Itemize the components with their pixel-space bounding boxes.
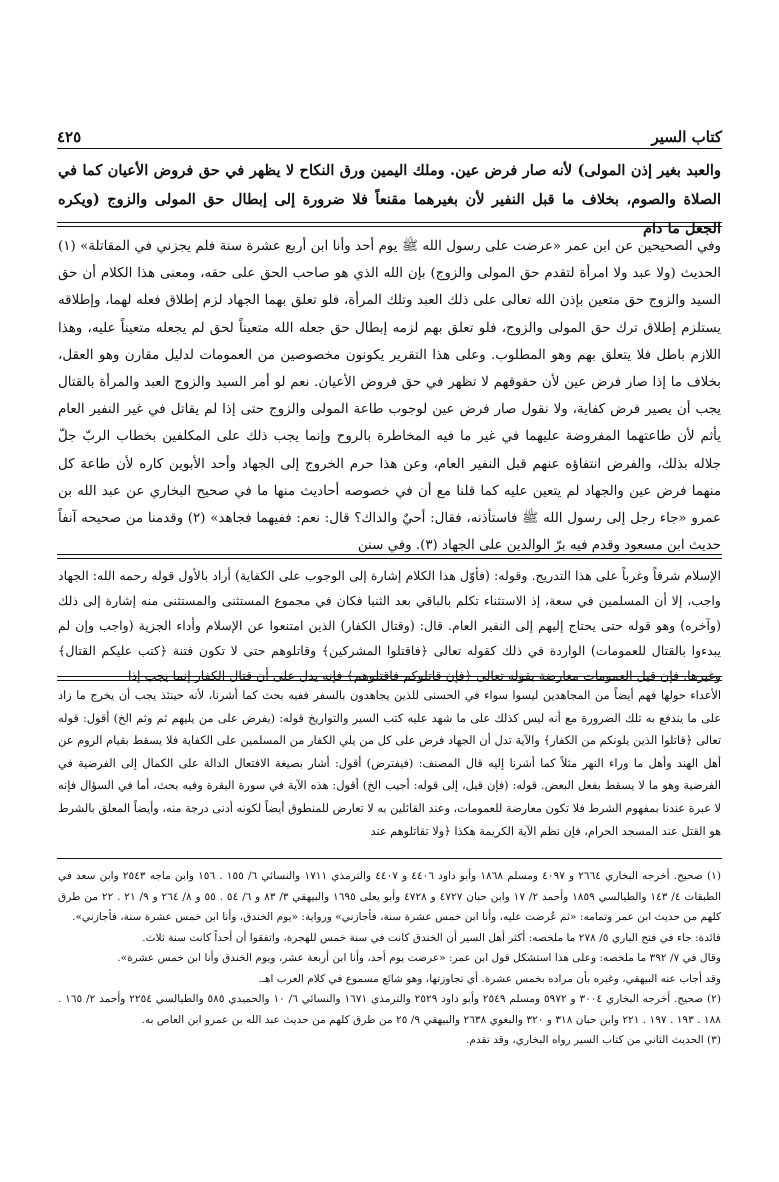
footnote: وقد أجاب عنه البيهقي، وغيره بأن مراده بخمس عشرة. أي تجاوزتها، وهو شائع مسموع في كلام العرب اهـ. xyxy=(258,972,721,985)
commentary-paragraph: الإسلام شرقاً وغرباً على هذا التدريج. وقوله: (فأوّل هذا الكلام إشارة إلى الوجوب على الكفاية) أراد بالأول قوله رحمه الله: الجهاد واجب، إلا أن المسلمين في سعة، إذ الاستثناء تكلم بالباقي بعد الثنيا فكان في مجموع المستثنى والمستثنى منه إشارة إلى ذلك (وآخره) وهو قوله حتى يحتاج إليهم إلى النفير العام. قال: (وقتال الكفار) الذين امتنعوا عن الإسلام وأداء الجزية (واجب وإن لم يبدءوا بالقتال للعمومات) الواردة في ذلك كقوله تعالى ﴿فاقتلوا المشركين﴾ وقاتلوهم حتى لا تكون فتنة ﴿كتب عليكم القتال﴾ وغيرها. فإن قيل العمومات معارضة بقوله تعالى ﴿فإن قاتلوكم فاقتلوهم﴾ فإنه يدل على أن قتال الكفار إنما يجب إذا xyxy=(58,568,721,683)
section-divider xyxy=(57,222,722,227)
footnote-divider xyxy=(57,858,722,859)
matn-text-block xyxy=(58,156,721,243)
footnote: (١) صحيح. أخرجه البخاري ٢٦٦٤ و ٤٠٩٧ ومسلم ١٨٦٨ وأبو داود ٤٤٠٦ و ٤٤٠٧ والترمذي ١٧١١ والنسائي ٦/ ١٥٥ . ١٥٦ وابن ماجه ٢٥٤٣ وابن سعد في الطبقات ٤/ ١٤٣ والطيالسي ١٨٥٩ وأحمد ٢/ ١٧ وابن حبان ٤٧٢٧ و ٤٧٢٨ وأبو يعلى ١٦٩٥ والبيهقي ٣/ ٨٣ و ٦/ ٥٤ . ٥٥ و ٨/ ٢٦٤ و ٩/ ٢١ . ٢٢ من طرق كلهم من حديث ابن عمر وتمامه: «ثم عُرضت عليه، وأنا ابن خمس عشرة سنة، فأجازني» ورواية: «يوم الخندق، وأنا ابن خمس عشرة سنة، فأجازني». xyxy=(58,870,722,923)
section-divider xyxy=(57,676,722,681)
commentary-paragraph: الأعداء حولها فهم أيضاً من المجاهدين ليسوا سواء في الحسنى للذين يجاهدون بالسفر ففيه بحث كما أشرنا، لأنه حينئذ يجب أن يخرج ما زاد على ما يندفع به تلك الضرورة مع أنه ليس كذلك على ما شهد عليه كتب السير والتواريخ قوله: (يفرض على من يليهم ثم وثم الخ) أقول: قوله تعالى ﴿قاتلوا الذين يلونكم من الكفار﴾ والآية تدل أن الجهاد فرض على كل من يلي الكفار من المسلمين على الكفاية فلا يسقط بقيام الروم عن أهل الهند وأهل ما وراء النهر مثلاً كما أشرنا إليه قال المصنف: (فيفترض) أقول: أشار بصيغة الافتعال الدالة على الكمال إلى الفرضية في الفرضية وهو ما لا يسقط بفعل البعض. قوله: (فإن قيل، إلى قوله: أجيب الخ) أقول: هذه الآية في سورة البقرة وفيه بحث، أما في السؤال فإنه لا عبرة عندنا بمفهوم الشرط فلا تكون معارضة للعمومات، وعند القائلين به لا تعارض للمنطوق أيضاً لكونه أدنى درجة منه، وأيضاً المعلق بالشرط هو القتل عند المسجد الحرام، فإن نظم الآية الكريمة هكذا ﴿ولا تقاتلوهم عند xyxy=(58,689,722,838)
commentary-block-3 xyxy=(58,685,721,843)
footnote: (٣) الحديث الثاني من كتاب السير رواه البخاري، وقد تقدم. xyxy=(466,1034,721,1046)
footnote: (٢) صحيح. أخرجه البخاري ٣٠٠٤ و ٥٩٧٢ ومسلم ٢٥٤٩ وأبو داود ٢٥٢٩ والترمذي ١٦٧١ والنسائي ٦/ ١٠ والحميدي ٥٨٥ والطيالسي ٢٢٥٤ وأحمد ٢/ ١٦٥ . ١٨٨ . ١٩٣ . ١٩٧ . ٢٢١ وابن حبان ٣١٨ و ٣٢٠ والبغوي ٢٦٣٨ والبيهقي ٩/ ٢٥ من طرق كلهم من حديث عبد الله بن عمرو ابن العاص به. xyxy=(58,993,721,1026)
footnote: وقال في ٧/ ٣٩٢ ما ملخصه: وعلى هذا استشكل قول ابن عمر: «عرضت يوم أحد، وأنا ابن أربعة عشر، ويوم الخندق وأنا ابن خمس عشرة». xyxy=(117,952,721,964)
footnotes xyxy=(58,866,721,1051)
page-header xyxy=(57,124,722,146)
page-number: ٤٢٥ xyxy=(57,128,82,146)
matn-paragraph: والعبد بغير إذن المولى) لأنه صار فرض عين. وملك اليمين ورق النكاح لا يظهر في حق فروض الأعيان كما في الصلاة والصوم، بخلاف ما قبل النفير لأن بغيرهما مقنعاً فلا ضرورة إلى إبطال حق المولى والزوج (ويكره الجعل ما دام xyxy=(58,162,721,237)
commentary-block-1 xyxy=(58,233,721,559)
section-divider xyxy=(57,554,722,559)
commentary-paragraph: وفي الصحيحين عن ابن عمر «عرضت على رسول الله ﷺ يوم أحد وأنا ابن أربع عشرة سنة فلم يجزني في المقاتلة» (١) الحديث (ولا عبد ولا امرأة لتقدم حق المولى والزوج) بإن الله الذي هو صاحب الحق على حقه، ومعنى هذا الكلام أن حق السيد والزوج حق متعين بإذن الله تعالى على ذلك العبد وتلك المرأة، فلو تعلق بهما الجهاد لزم إطلاق فعله لهما، وإطلاقه يستلزم إطلاق ترك حق المولى والزوج، فلو تعلق بهم لزمه إبطال حق جعله الله متعيناً لحق لم يجعله متعيناً عليه، وهذا اللازم باطل فلا يتعلق بهم وهو المطلوب. وعلى هذا التقرير يكونون مخصوصين من العمومات لدليل مقارن وهو العقل، بخلاف ما إذا صار فرض عين لأن حقوقهم لا تظهر في حق فروض الأعيان. نعم لو أمر السيد والزوج العبد والمرأة بالقتال يجب أن يصير فرض كفاية، ولا نقول صار فرض عين لوجوب طاعة المولى والزوج حتى إذا لم يقاتل في غير النفير العام يأثم لأن طاعتهما المفروضة عليهما في غير ما فيه المخاطرة بالروح وإنما يجب ذلك على المكلفين بخطاب الربّ جلّ جلاله بذلك، والفرض انتفاؤه عنهم قبل النفير العام، وعن هذا حرم الخروج إلى الجهاد وأحد الأبوين كاره لأن طاعة كل منهما فرض عين والجهاد لم يتعين عليه كما قلنا مع أن في خصوصه أحاديث منها ما في صحيح البخاري عن عبد الله بن عمرو «جاء رجل إلى رسول الله ﷺ فاستأذنه، فقال: أحيٌ والداك؟ قال: نعم: ففيهما فجاهد» (٢) وقدمنا من صحيحه آنفاً حديث ابن مسعود وقدم فيه برّ الوالدين على الجهاد (٣). وفي سنن xyxy=(58,239,721,554)
chapter-title: كتاب السير xyxy=(651,128,722,146)
commentary-block-2 xyxy=(58,563,721,688)
header-rule xyxy=(57,148,722,149)
footnote: فائدة: جاء في فتح الباري ٥/ ٢٧٨ ما ملخصه: أكثر أهل السير أن الخندق كانت في سنة خمس للهجرة، واتفقوا أن أحداً كانت سنة ثلاث. xyxy=(142,931,721,944)
